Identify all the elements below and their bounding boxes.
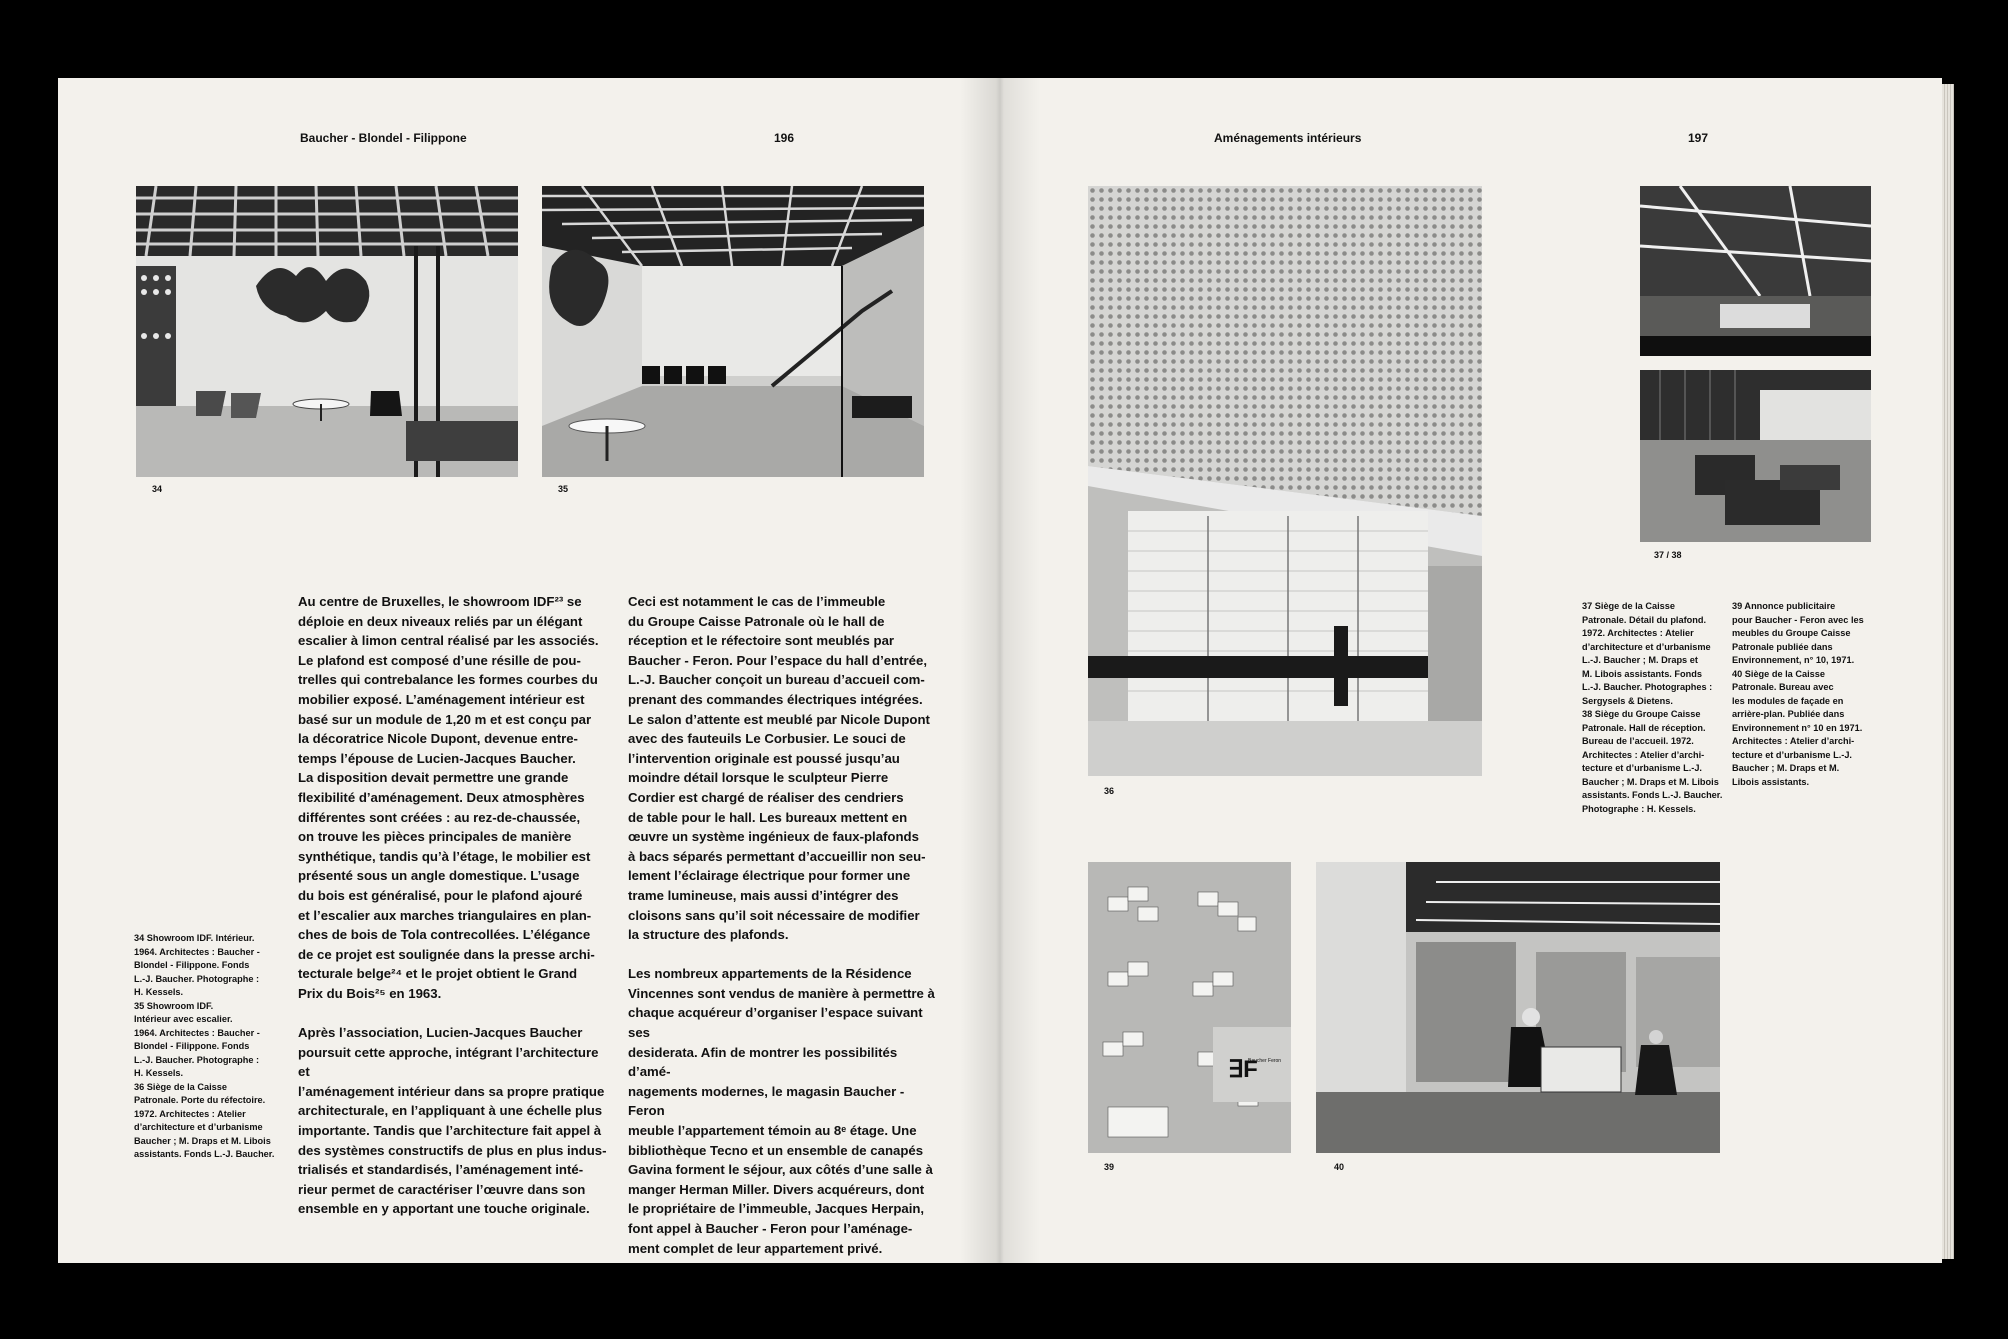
figure-number-34: 34: [152, 484, 163, 494]
page-edges: [1942, 84, 1954, 1259]
figure-number-40: 40: [1334, 1162, 1345, 1172]
figure-number-39: 39: [1104, 1162, 1115, 1172]
photo-office-interior: [1316, 862, 1720, 1153]
photo-showroom-interior: [136, 186, 518, 477]
body-text-column-1: Au centre de Bruxelles, le showroom IDF²³ se déploie en deux niveaux reliés par un élégant escalier à limon central réalisé par les associés. Le plafond est composé d’une résille de pou- trelles qui contrebalance les formes courbes du mobilier exposé. L’aménagement intérieur est basé sur un module de 1,20 m et est conçu par la décoratrice Nicole Dupont, devenue entre- temps l’épouse de Lucien-Jacques Baucher. La disposition devait permettre une grande flexibilité d’aménagement. Deux atmosphères différentes sont créées : au rez-de-chaussée, on trouve les pièces principales de manière synthétique, tandis qu’à l’étage, le mobilier est présenté sous un angle domestique. L’usage du bois est généralisé, pour le plafond ajouré et l’escalier aux marches triangulaires en plan- ches de bois de Tola contrecollées. L’élégance de ce projet est soulignée dans la presse archi- tecturale belge²⁴ et le projet obtient le Grand Prix du Bois²⁵ en 1963. Après l’association, Lucien-Jacques Baucher poursuit cette approche, intégrant l’architecture et l’aménagement intérieur dans sa propre pratique architecturale, en l’appliquant à une échelle plus importante. Tandis que l’architecture fait appel à des systèmes constructifs de plus en plus indus- trialisés et standardisés, l’aménagement inté- rieur permet de caractériser l’œuvre dans son ensemble en y apportant une touche originale.: [298, 594, 607, 1217]
photo-ceiling-lights: [1640, 186, 1871, 356]
figure-number-35: 35: [558, 484, 569, 494]
page-number-left: 196: [774, 131, 795, 145]
figure-number-37-38: 37 / 38: [1654, 550, 1682, 560]
caption-figures-39-40: 39 Annonce publicitaire pour Baucher - Feron avec les meubles du Groupe Caisse Patronale publiée dans Environnement, n° 10, 1971. 40 Siège de la Caisse Patronale. Bureau avec les modules de façade en arrière-plan. Publiée dans Environnement n° 10 en 1971. Architectes : Atelier d’archi- tecture et d’urbanisme L.-J. Baucher ; M. Draps et M. Libois assistants.: [1732, 601, 1864, 787]
photo-ceiling-detail: [1088, 186, 1482, 776]
ad-poster: [1088, 862, 1291, 1153]
svg-text:∃F: ∃F: [1228, 1056, 1258, 1083]
caption-figures-37-38: 37 Siège de la Caisse Patronale. Détail du plafond. 1972. Architectes : Atelier d’architecture et d’urbanisme L.-J. Baucher ; M. Draps et M. Libois assistants. Fonds L.-J. Baucher. Photographes : Sergysels & Dietens. 38 Siège du Groupe Caisse Patronale. Hall de réception. Bureau de l’accueil. 1972. Architectes : Atelier d’archi- tecture et d’urbanisme L.-J. Baucher ; M. Draps et M. Libois assistants. Fonds L.-J. Baucher. Photographe : H. Kessels.: [1582, 601, 1723, 814]
ad-brand-text: Baucher Feron: [1248, 1058, 1282, 1064]
photo-showroom-stair: [542, 186, 924, 477]
running-head-left: Baucher - Blondel - Filippone: [300, 131, 467, 145]
figure-number-36: 36: [1104, 786, 1115, 796]
photo-reception-hall: [1640, 370, 1871, 542]
running-head-right: Aménagements intérieurs: [1214, 131, 1362, 145]
body-text-column-2: Ceci est notamment le cas de l’immeuble du Groupe Caisse Patronale où le hall de réception et le réfectoire sont meublés par Baucher - Feron. Pour l’espace du hall d’entrée, L.-J. Baucher conçoit un bureau d’accueil com- prenant des commandes électriques intégrées. Le salon d’attente est meublé par Nicole Dupont avec des fauteuils Le Corbusier. Le souci de l’intervention originale est poussé jusqu’au moindre détail lorsque le sculpteur Pierre Cordier est chargé de réaliser des cendriers de table pour le hall. Les bureaux mettent en œuvre un système ingénieux de faux-plafonds à bacs séparés permettant d’accueillir non seu- lement l’éclairage électrique pour former une trame lumineuse, mais aussi d’intégrer des cloisons sans qu’il soit nécessaire de modifier la structure des plafonds. Les nombreux appartements de la Résidence Vincennes sont vendus de manière à permettre à chaque acquéreur d’organiser l’espace suivant ses desiderata. Afin de montrer les possibilités d’amé- nagements modernes, le magasin Baucher - Feron meuble l’appartement témoin au 8ᵉ étage. Une bibliothèque Tecno et un ensemble de canapés Gavina forment le séjour, aux côtés d’une salle à manger Herman Miller. Divers acquéreurs, dont le propriétaire de l’immeuble, Jacques Herpain, font appel à Baucher - Feron pour l’aménage- ment complet de leur appartement privé.: [628, 594, 935, 1256]
caption-figures-34-36: 34 Showroom IDF. Intérieur. 1964. Architectes : Baucher - Blondel - Filippone. Fonds L.-J. Baucher. Photographe : H. Kessels. 35 Showroom IDF. Intérieur avec escalier. 1964. Architectes : Baucher - Blondel - Filippone. Fonds L.-J. Baucher. Photographe : H. Kessels. 36 Siège de la Caisse Patronale. Porte du réfectoire. 1972. Architectes : Atelier d’architecture et d’urbanisme Baucher ; M. Draps et M. Libois assistants. Fonds L.-J. Baucher.: [134, 933, 275, 1159]
page-number-right: 197: [1688, 131, 1709, 145]
